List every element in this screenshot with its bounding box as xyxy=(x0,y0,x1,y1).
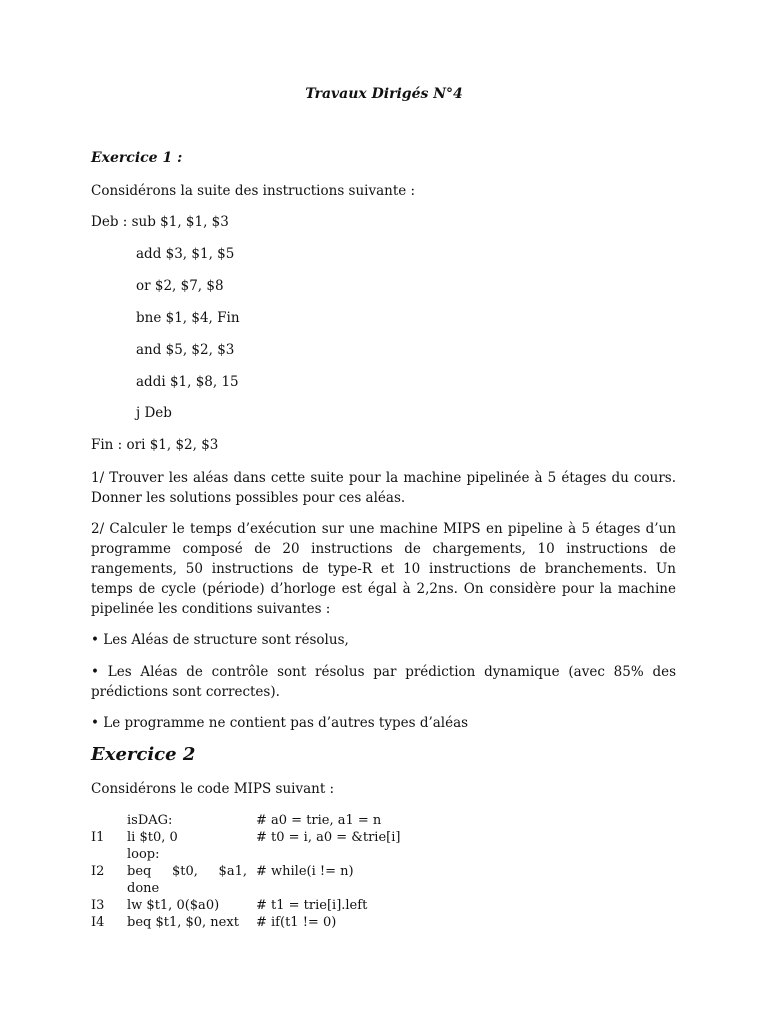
question-1: 1/ Trouver les aléas dans cette suite pour la machine pipelinée à 5 étages du cours. Donner les solutions possibles pour ces aléas. xyxy=(91,470,676,506)
exercise2-heading: Exercice 2 xyxy=(91,744,196,765)
code-row-label: I1 xyxy=(91,830,105,845)
code-row-comment: # t0 = i, a0 = &trie[i] xyxy=(256,830,401,845)
document-title: Travaux Dirigés N°4 xyxy=(305,86,463,102)
code-line: bne $1, $4, Fin xyxy=(136,310,240,326)
code-line: j Deb xyxy=(136,405,172,421)
bullet-item: • Les Aléas de structure sont résolus, xyxy=(91,632,349,648)
code-row-instruction: done xyxy=(127,881,160,896)
code-line: and $5, $2, $3 xyxy=(136,342,235,358)
code-line: add $3, $1, $5 xyxy=(136,246,235,262)
code-row-label: I4 xyxy=(91,915,105,930)
code-row-instruction: loop: xyxy=(127,847,160,862)
code-row-instruction: li $t0, 0 xyxy=(127,830,178,845)
code-line: or $2, $7, $8 xyxy=(136,278,224,294)
code-row-instruction: lw $t1, 0($a0) xyxy=(127,898,220,913)
code-row-label: I3 xyxy=(91,898,105,913)
code-line: Fin : ori $1, $2, $3 xyxy=(91,437,219,453)
code-line: Deb : sub $1, $1, $3 xyxy=(91,214,229,230)
code-row-comment: # if(t1 != 0) xyxy=(256,915,337,930)
question-2: 2/ Calculer le temps d’exécution sur une machine MIPS en pipeline à 5 étages d’un programme composé de 20 instructions de chargements, 10 instructions de rangements, 50 instructions de type-R et 10 instructions de branchements. Un temps de cycle (période) d’horloge est égal à 2,2ns. On considère pour la machine pipelinée les conditions suivantes : xyxy=(91,521,676,617)
code-row-comment: # a0 = trie, a1 = n xyxy=(256,813,382,828)
exercise1-intro: Considérons la suite des instructions suivante : xyxy=(91,183,416,199)
code-row-instruction: isDAG: xyxy=(127,813,173,828)
exercise1-heading: Exercice 1 : xyxy=(91,150,183,166)
bullet-item: • Le programme ne contient pas d’autres types d’aléas xyxy=(91,715,469,731)
code-row-comment: # t1 = trie[i].left xyxy=(256,898,368,913)
code-row-label: I2 xyxy=(91,864,105,879)
exercise2-intro: Considérons le code MIPS suivant : xyxy=(91,781,335,797)
bullet-item: • Les Aléas de contrôle sont résolus par prédiction dynamique (avec 85% des prédictions sont correctes). xyxy=(91,664,676,700)
code-row-instruction: beq $t1, $0, next xyxy=(127,915,239,930)
code-line: addi $1, $8, 15 xyxy=(136,374,239,390)
code-row-comment: # while(i != n) xyxy=(256,864,354,879)
code-row-instruction: beq $t0, $a1, xyxy=(127,864,247,879)
